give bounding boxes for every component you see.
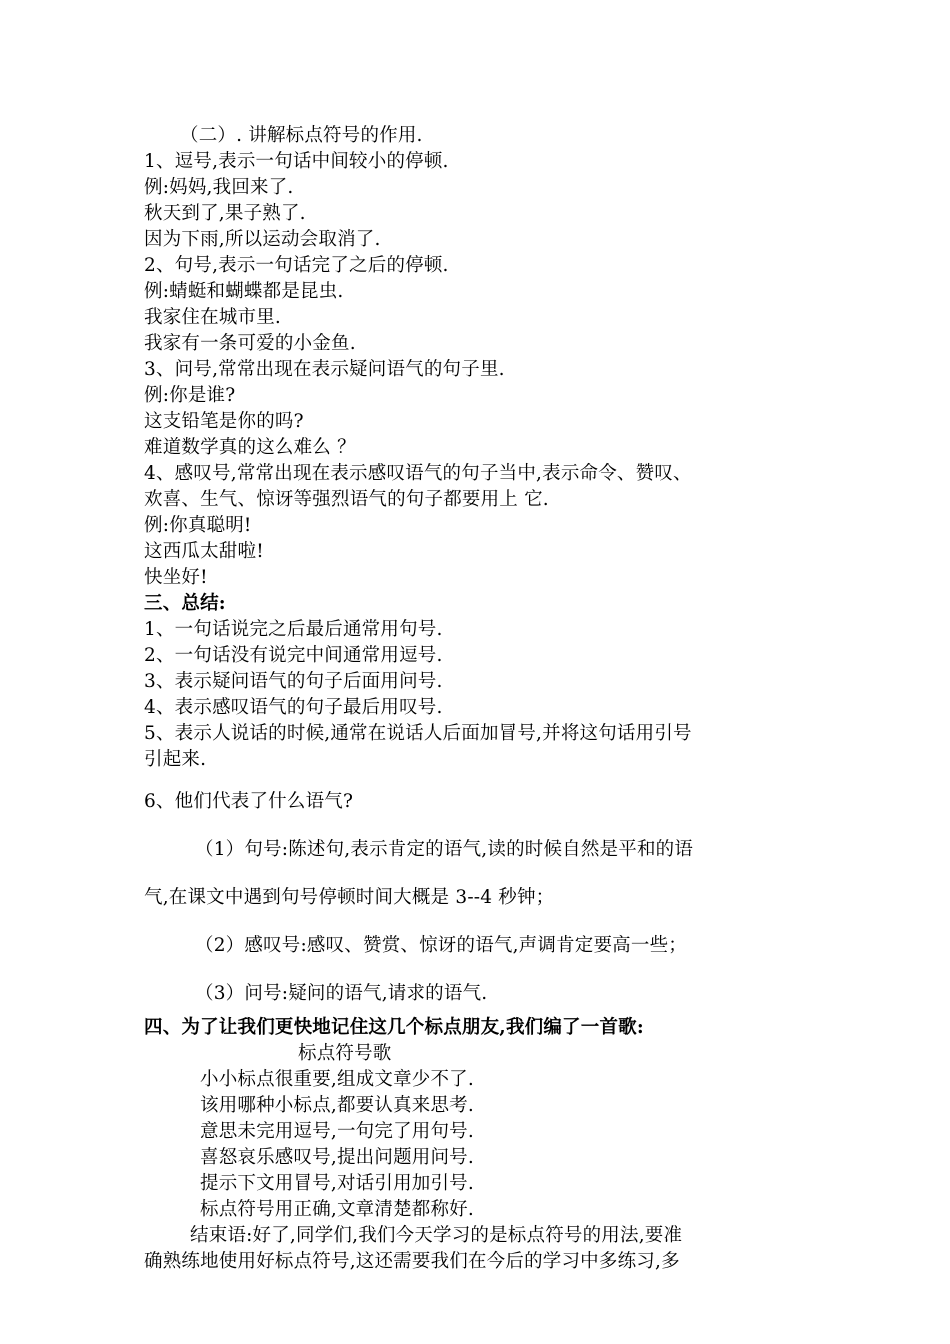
text-line: 引起来. [144,749,207,770]
song-line: 喜怒哀乐感叹号,提出问题用问号. [200,1147,474,1168]
song-line: 意思未完用逗号,一句完了用句号. [200,1121,474,1142]
song-line: 标点符号用正确,文章清楚都称好. [200,1199,474,1220]
text-line: 例:你真聪明! [144,515,252,536]
text-line: 2、句号,表示一句话完了之后的停顿. [144,255,449,276]
song-line: 小小标点很重要,组成文章少不了. [200,1069,474,1090]
text-line: 欢喜、生气、惊讶等强烈语气的句子都要用上 它. [144,489,549,510]
text-line: 快坐好! [144,567,208,588]
text-line: 1、一句话说完之后最后通常用句号. [144,619,443,640]
text-line: 这支铅笔是你的吗? [144,411,304,432]
text-line: 2、一句话没有说完中间通常用逗号. [144,645,443,666]
text-line: 3、表示疑问语气的句子后面用问号. [144,671,443,692]
text-line: 4、感叹号,常常出现在表示感叹语气的句子当中,表示命令、赞叹、 [144,463,692,484]
text-line: （1）句号:陈述句,表示肯定的语气,读的时候自然是平和的语 [195,839,694,860]
closing-text: 确熟练地使用好标点符号,这还需要我们在今后的学习中多练习,多 [144,1251,680,1272]
song-line: 提示下文用冒号,对话引用加引号. [200,1173,474,1194]
text-line: 4、表示感叹语气的句子最后用叹号. [144,697,443,718]
section-heading-3: 三、总结: [144,593,226,614]
text-line: 3、问号,常常出现在表示疑问语气的句子里. [144,359,505,380]
song-title: 标点符号歌 [298,1043,392,1064]
text-line: 因为下雨,所以运动会取消了. [144,229,381,250]
text-line: 6、他们代表了什么语气? [144,791,354,812]
text-line: 这西瓜太甜啦! [144,541,264,562]
text-line: 1、逗号,表示一句话中间较小的停顿. [144,151,449,172]
song-line: 该用哪种小标点,都要认真来思考. [200,1095,474,1116]
text-line: 气,在课文中遇到句号停顿时间大概是 3--4 秒钟； [144,887,555,908]
text-line: 5、表示人说话的时候,通常在说话人后面加冒号,并将这句话用引号 [144,723,692,744]
section-heading-2: （二）. 讲解标点符号的作用. [180,125,423,146]
text-line: 我家住在城市里. [144,307,281,328]
text-line: 我家有一条可爱的小金鱼. [144,333,356,354]
section-heading-4: 四、为了让我们更快地记住这几个标点朋友,我们编了一首歌: [144,1017,644,1038]
closing-text: 结束语:好了,同学们,我们今天学习的是标点符号的用法,要准 [190,1225,683,1246]
text-line: 例:蜻蜓和蝴蝶都是昆虫. [144,281,344,302]
text-line: 例:你是谁? [144,385,236,406]
text-line: 例:妈妈,我回来了. [144,177,294,198]
text-line: 难道数学真的这么难么 ？ [144,437,356,458]
text-line: 秋天到了,果子熟了. [144,203,306,224]
text-line: （2）感叹号:感叹、赞赏、惊讶的语气,声调肯定要高一些； [195,935,687,956]
text-line: （3）问号:疑问的语气,请求的语气. [195,983,488,1004]
